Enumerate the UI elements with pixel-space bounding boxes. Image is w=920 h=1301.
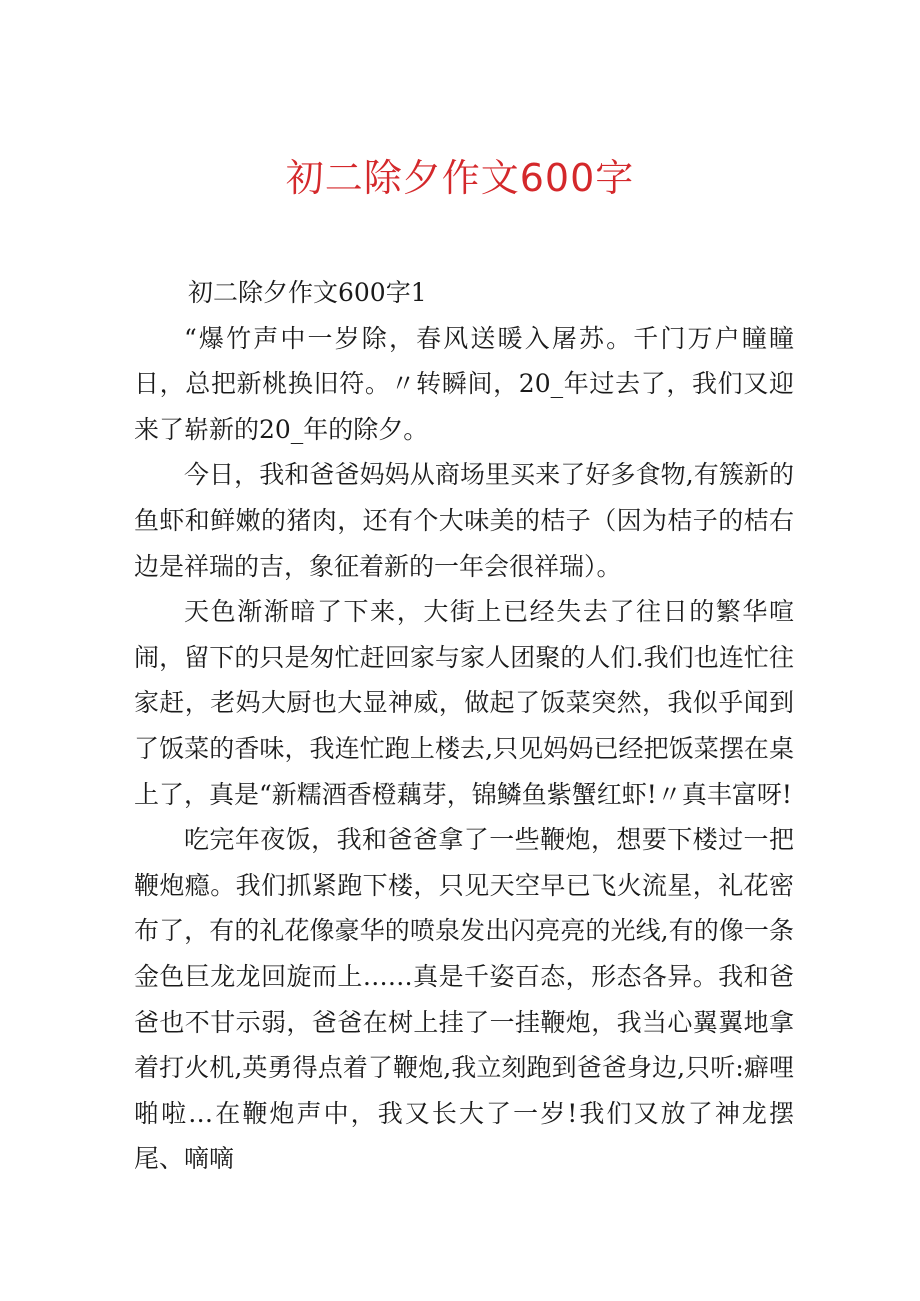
document-title: 初二除夕作文600字 xyxy=(285,156,635,200)
paragraph-2: 今日，我和爸爸妈妈从商场里买来了好多食物,有簇新的鱼虾和鲜嫩的猪肉，还有个大味美的桔子（因为桔子的桔右边是祥瑞的吉，象征着新的一年会很祥瑞）。 xyxy=(134,460,794,581)
paragraph-4: 吃完年夜饭，我和爸爸拿了一些鞭炮，想要下楼过一把鞭炮瘾。我们抓紧跑下楼，只见天空早已飞火流星，礼花密布了，有的礼花像豪华的喷泉发出闪亮亮的光线,有的像一条金色巨龙龙回旋而上……真是千姿百态，形态各异。我和爸爸也不甘示弱，爸爸在树上挂了一挂鞭炮，我当心翼翼地拿着打火机,英勇得点着了鞭炮,我立刻跑到爸爸身边,只听:癖哩啪啦…在鞭炮声中，我又长大了一岁!我们又放了神龙摆尾、嘀嘀 xyxy=(134,825,794,1174)
paragraph-3: 天色渐渐暗了下来，大街上已经失去了往日的繁华喧闹，留下的只是匆忙赶回家与家人团聚的人们.我们也连忙往家赶，老妈大厨也大显神威，做起了饭菜突然，我似乎闻到了饭菜的香味，我连忙跑上楼去,只见妈妈已经把饭菜摆在桌上了，真是“新糯酒香橙藕芽，锦鳞鱼紫蟹红虾!〃真丰富呀! xyxy=(134,597,794,809)
paragraph-1: “爆竹声中一岁除，春风送暖入屠苏。千门万户瞳瞳日，总把新桃换旧符。〃转瞬间，20_年过去了，我们又迎来了崭新的20_年的除夕。 xyxy=(134,323,794,444)
section-subtitle: 初二除夕作文600字1 xyxy=(188,278,427,307)
document-body xyxy=(134,270,794,1182)
